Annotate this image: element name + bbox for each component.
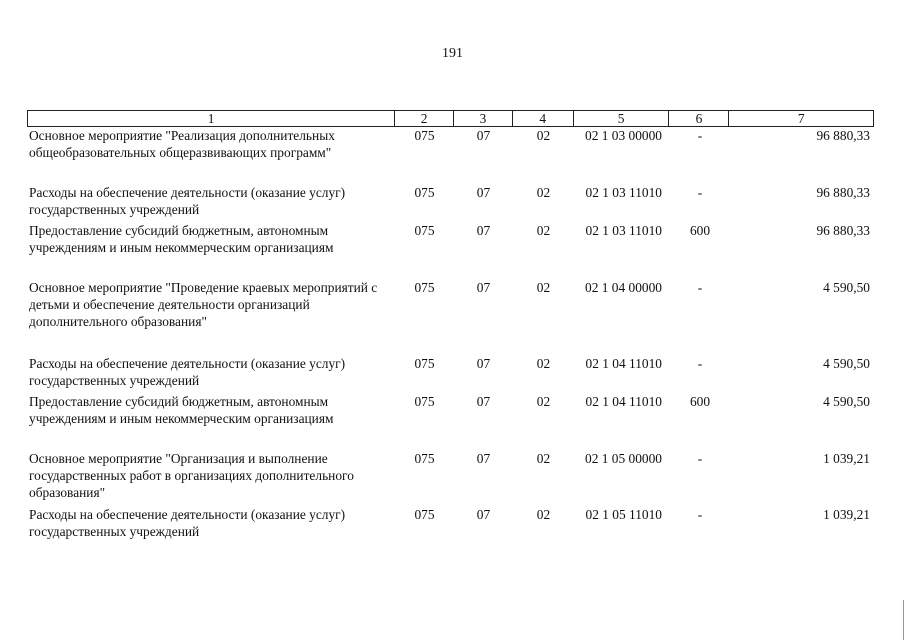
row-section-code: 07 xyxy=(476,280,491,295)
row-ministry-code: 075 xyxy=(414,223,435,238)
header-col-6: 6 xyxy=(669,111,729,126)
row-name: Основное мероприятие "Проведение краевых мероприятий с детьми и обеспечение деятельности организаций дополнительного образования" xyxy=(29,280,378,329)
row-ministry-code: 075 xyxy=(414,356,435,371)
row-section-code: 07 xyxy=(476,223,491,238)
row-amount: 4 590,50 xyxy=(823,280,870,295)
row-expense-type: - xyxy=(697,185,703,200)
row-name: Расходы на обеспечение деятельности (оказание услуг) государственных учреждений xyxy=(29,185,346,217)
row-section-code: 07 xyxy=(476,451,491,466)
row-amount: 1 039,21 xyxy=(823,507,870,522)
table-header xyxy=(27,110,874,127)
row-name: Предоставление субсидий бюджетным, автономным учреждениям и иным некоммерческим организациям xyxy=(29,223,334,255)
table-row xyxy=(27,279,874,355)
row-subsection-code: 02 xyxy=(536,394,551,409)
table-row xyxy=(27,450,874,506)
row-expense-type: 600 xyxy=(689,223,711,238)
row-amount: 4 590,50 xyxy=(823,356,870,371)
row-section-code: 07 xyxy=(476,356,491,371)
budget-table xyxy=(27,110,874,544)
row-amount: 1 039,21 xyxy=(823,451,870,466)
table-row xyxy=(27,222,874,279)
row-section-code: 07 xyxy=(476,507,491,522)
row-subsection-code: 02 xyxy=(536,451,551,466)
row-ministry-code: 075 xyxy=(414,394,435,409)
row-name: Расходы на обеспечение деятельности (оказание услуг) государственных учреждений xyxy=(29,356,346,388)
row-expense-type: - xyxy=(697,280,703,295)
table-row xyxy=(27,506,874,544)
row-subsection-code: 02 xyxy=(536,223,551,238)
scan-edge-mark xyxy=(903,600,904,640)
row-ministry-code: 075 xyxy=(414,280,435,295)
row-subsection-code: 02 xyxy=(536,185,551,200)
table-row xyxy=(27,355,874,393)
row-target-code: 02 1 05 11010 xyxy=(585,507,662,522)
row-section-code: 07 xyxy=(476,185,491,200)
row-amount: 96 880,33 xyxy=(816,185,870,200)
row-ministry-code: 075 xyxy=(414,451,435,466)
row-name: Основное мероприятие "Организация и выполнение государственных работ в организациях дополнительного образования" xyxy=(29,451,354,500)
row-expense-type: 600 xyxy=(689,394,711,409)
row-name: Расходы на обеспечение деятельности (оказание услуг) государственных учреждений xyxy=(29,507,346,539)
header-col-7: 7 xyxy=(797,111,805,126)
row-ministry-code: 075 xyxy=(414,185,435,200)
row-target-code: 02 1 03 11010 xyxy=(585,185,662,200)
row-subsection-code: 02 xyxy=(536,356,551,371)
header-col-2: 2 xyxy=(395,111,454,126)
header-col-3: 3 xyxy=(454,111,513,126)
page-number: 191 xyxy=(442,46,463,61)
row-name: Основное мероприятие "Реализация дополнительных общеобразовательных общеразвивающих программ" xyxy=(29,128,335,160)
row-target-code: 02 1 03 11010 xyxy=(585,223,662,238)
row-subsection-code: 02 xyxy=(536,280,551,295)
row-target-code: 02 1 05 00000 xyxy=(585,451,662,466)
row-subsection-code: 02 xyxy=(536,507,551,522)
table-row xyxy=(27,393,874,450)
row-ministry-code: 075 xyxy=(414,128,435,143)
row-target-code: 02 1 04 00000 xyxy=(585,280,662,295)
row-amount: 4 590,50 xyxy=(823,394,870,409)
row-target-code: 02 1 04 11010 xyxy=(585,394,662,409)
header-col-4: 4 xyxy=(513,111,574,126)
row-target-code: 02 1 03 00000 xyxy=(585,128,662,143)
row-expense-type: - xyxy=(697,451,703,466)
row-ministry-code: 075 xyxy=(414,507,435,522)
row-section-code: 07 xyxy=(476,128,491,143)
header-col-5: 5 xyxy=(574,111,670,126)
table-row xyxy=(27,184,874,222)
row-target-code: 02 1 04 11010 xyxy=(585,356,662,371)
row-name: Предоставление субсидий бюджетным, автономным учреждениям и иным некоммерческим организациям xyxy=(29,394,334,426)
header-col-1: 1 xyxy=(28,111,395,126)
table-row xyxy=(27,127,874,184)
row-subsection-code: 02 xyxy=(536,128,551,143)
row-expense-type: - xyxy=(697,507,703,522)
row-expense-type: - xyxy=(697,356,703,371)
row-section-code: 07 xyxy=(476,394,491,409)
row-expense-type: - xyxy=(697,128,703,143)
row-amount: 96 880,33 xyxy=(816,223,870,238)
row-amount: 96 880,33 xyxy=(816,128,870,143)
